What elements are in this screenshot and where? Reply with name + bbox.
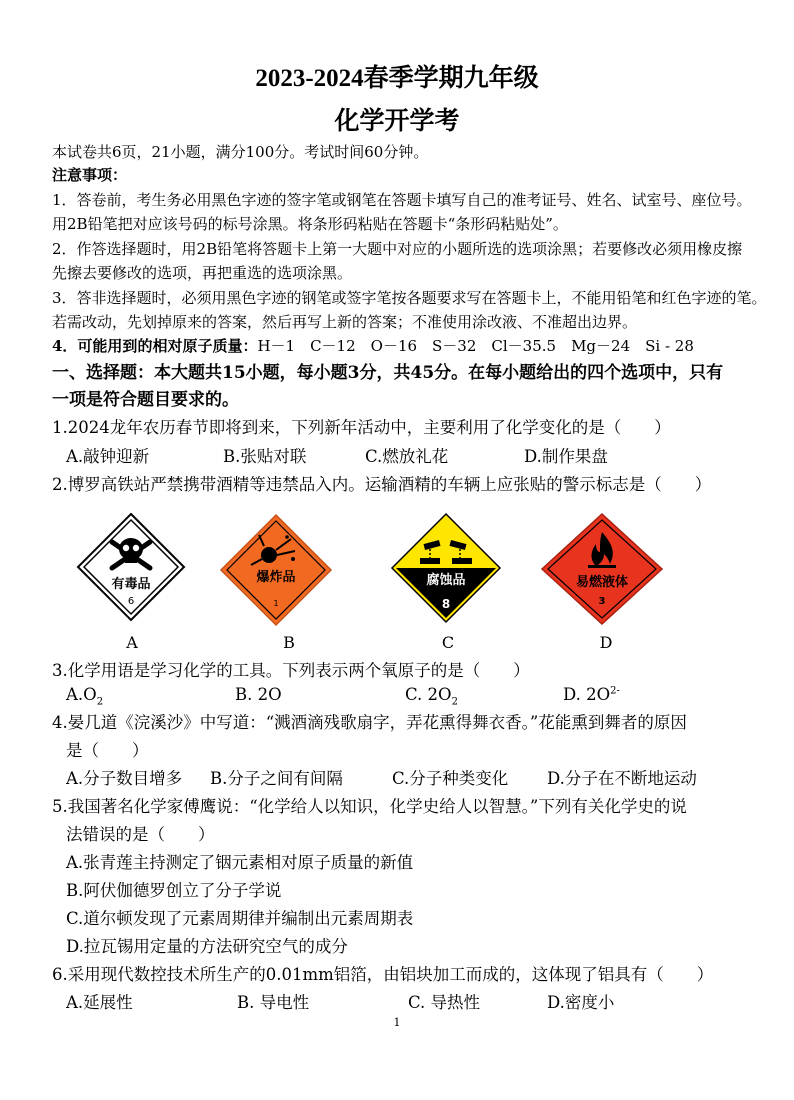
- q3-option-b-text: B. 2O: [235, 685, 282, 704]
- corrosive-sign: [390, 512, 502, 624]
- sign-c-class: 8: [441, 597, 451, 611]
- q6-option-a: A.延展性: [66, 993, 133, 1012]
- question-4-stem: 4.晏几道《浣溪沙》中写道：“溅酒滴残歌扇字，弄花熏得舞衣香。”花能熏到舞者的原因: [52, 713, 687, 732]
- q1-option-c: C.燃放礼花: [365, 447, 449, 466]
- sign-d-class: 3: [598, 596, 606, 607]
- q3-option-d: [563, 685, 620, 704]
- q1-option-a: A.敲钟迎新: [66, 447, 150, 466]
- q5-option-d: D.拉瓦锡用定量的方法研究空气的成分: [66, 937, 348, 956]
- intro-text: 本试卷共6页，21小题，满分100分。考试时间60分钟。: [52, 143, 429, 161]
- sign-b-label: 爆炸品: [256, 570, 296, 585]
- atomic-mass-line: [52, 335, 694, 356]
- q3-option-a-sub: 2: [96, 696, 104, 708]
- notice-line: 用2B铅笔把对应该号码的标号涂黑。将条形码粘贴在答题卡“条形码粘贴处”。: [52, 215, 568, 233]
- notice-line: 2．作答选择题时，用2B铅笔将答题卡上第一大题中对应的小题所选的选项涂黑；若要修改必须用橡皮擦: [52, 240, 743, 258]
- question-3-stem: 3.化学用语是学习化学的工具。下列表示两个氧原子的是（ ）: [52, 661, 530, 680]
- flammable-liquid-sign: [540, 512, 664, 626]
- q3-option-b: [235, 685, 282, 704]
- sign-letter-b: B: [283, 633, 295, 652]
- question-2-stem: 2.博罗高铁站严禁携带酒精等违禁品入内。运输酒精的车辆上应张贴的警示标志是（ ）: [52, 475, 712, 494]
- section-heading: 一、选择题：本大题共15小题，每小题3分，共45分。在每小题给出的四个选项中，只有: [52, 363, 724, 383]
- sign-a-label: 有毒品: [111, 577, 151, 592]
- q3-option-a: [66, 685, 103, 707]
- q4-option-d: D.分子在不断地运动: [547, 769, 697, 788]
- sign-d-label: 易燃液体: [575, 575, 629, 590]
- q3-option-c-text: C. 2O: [405, 685, 452, 704]
- notice-line: 若需改动，先划掉原来的答案，然后再写上新的答案；不准使用涂改液、不准超出边界。: [52, 313, 638, 331]
- section-heading-cont: 一项是符合题目要求的。: [52, 390, 239, 410]
- sign-letter-c: C: [441, 633, 455, 652]
- q4-option-c: C.分子种类变化: [392, 769, 509, 788]
- page-title: 2023-2024春季学期九年级: [255, 65, 539, 92]
- question-4-stem-cont: 是（ ）: [66, 741, 149, 760]
- notice-heading: 注意事项：: [52, 166, 128, 184]
- q6-option-c: C. 导热性: [408, 993, 481, 1012]
- q3-option-c-sub: 2: [451, 696, 458, 708]
- q4-option-b: B.分子之间有间隔: [210, 769, 343, 788]
- question-5-stem: 5.我国著名化学家傅鹰说：“化学给人以知识，化学史给人以智慧。”下列有关化学史的说: [52, 797, 687, 816]
- atomic-mass-values: H－1 C－12 O－16 S－32 Cl－35.5 Mg－24 Si - 28: [257, 337, 694, 355]
- toxic-sign: [76, 512, 186, 622]
- q3-option-d-sup: 2-: [610, 685, 620, 697]
- q5-option-c: C.道尔顿发现了元素周期律并编制出元素周期表: [66, 909, 414, 928]
- sign-c-label: 腐蚀品: [426, 573, 466, 588]
- q5-option-b: B.阿伏伽德罗创立了分子学说: [66, 881, 282, 900]
- notice-line: 1．答卷前，考生务必用黑色字迹的签字笔或钢笔在答题卡填写自己的准考证号、姓名、试室号、座位号。: [52, 191, 752, 209]
- q3-option-a-text: A.O: [66, 685, 97, 704]
- question-6-stem: 6.采用现代数控技术所生产的0.01mm铝箔，由铝块加工而成的，这体现了铝具有（ ）: [52, 965, 714, 984]
- sign-letter-d: D: [599, 633, 613, 652]
- explosive-sign: [219, 513, 333, 627]
- q1-option-b: B.张贴对联: [223, 447, 307, 466]
- q6-option-b: B. 导电性: [237, 993, 310, 1012]
- page-number: 1: [393, 1016, 401, 1029]
- notice-line: 先擦去要修改的选项，再把重选的选项涂黑。: [52, 264, 353, 282]
- q4-option-a: A.分子数目增多: [66, 769, 183, 788]
- sign-a-class: 6: [127, 596, 135, 607]
- sign-b-class: 1: [273, 599, 279, 608]
- q3-option-c: [405, 685, 458, 707]
- q3-option-d-text: D. 2O: [563, 685, 611, 704]
- question-1-stem: 1.2024龙年农历春节即将到来，下列新年活动中，主要利用了化学变化的是（ ）: [52, 418, 671, 437]
- sign-letter-a: A: [126, 633, 138, 652]
- q1-option-d: D.制作果盘: [524, 447, 608, 466]
- q6-option-d: D.密度小: [547, 993, 615, 1012]
- atomic-mass-label: 4．可能用到的相对原子质量：: [52, 337, 258, 355]
- q5-option-a: A.张青莲主持测定了铟元素相对原子质量的新值: [66, 853, 414, 872]
- notice-line: 3．答非选择题时，必须用黑色字迹的钢笔或签字笔按各题要求写在答题卡上，不能用铅笔和红色字迹的笔。: [52, 289, 767, 307]
- question-5-stem-cont: 法错误的是（ ）: [66, 825, 215, 844]
- page-subtitle: 化学开学考: [334, 108, 460, 135]
